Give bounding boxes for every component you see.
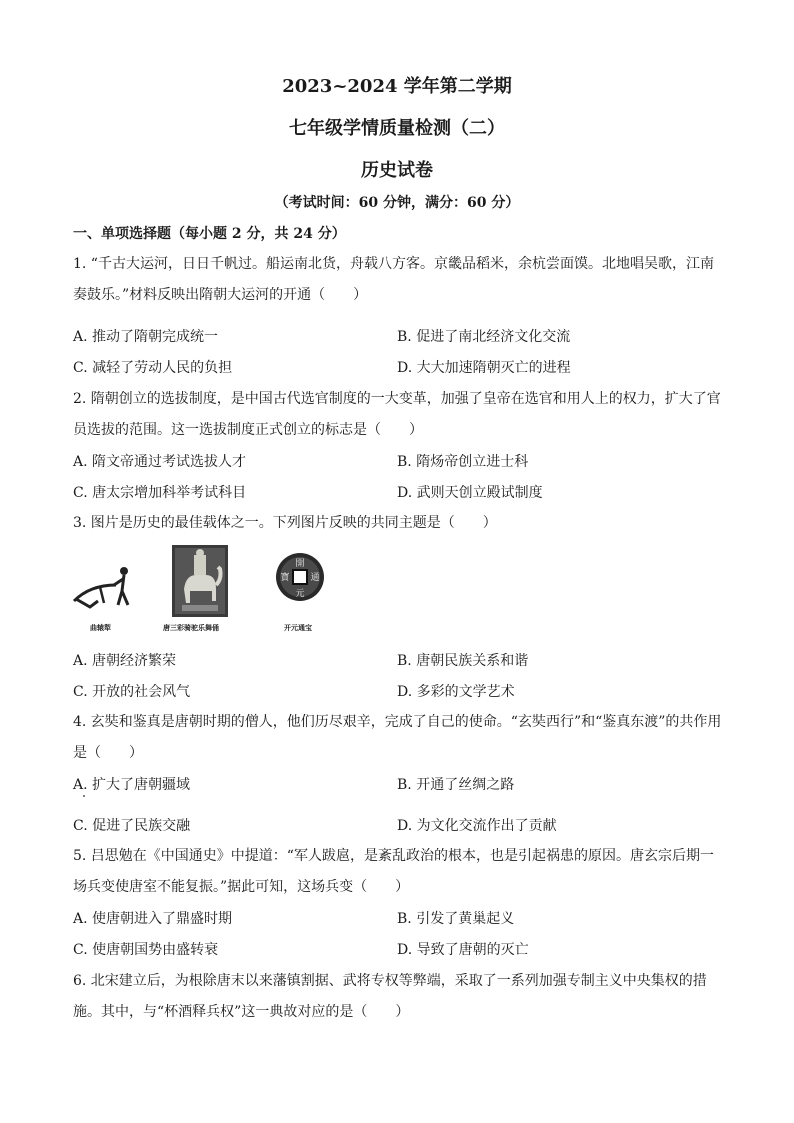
question-3-option-a: A. 唐朝经济繁荣	[73, 653, 177, 669]
question-1-option-b: B. 促进了南北经济文化交流	[397, 329, 571, 345]
term-title: 2023~2024 学年第二学期	[282, 76, 512, 97]
question-1-option-d: D. 大大加速隋朝灭亡的进程	[397, 360, 571, 376]
question-6-stem: 6. 北宋建立后，为根除唐末以来藩镇割据、武将专权等弊端，采取了一系列加强专制主义中央集权的措施。其中，与“杯酒释兵权”这一典故对应的是（ ）	[73, 973, 707, 1020]
question-3-option-c: C. 开放的社会风气	[73, 684, 191, 700]
coin-caption: 开元通宝	[284, 623, 312, 632]
question-1-option-c: C. 减轻了劳动人民的负担	[73, 360, 233, 376]
question-2-option-a: A. 隋文帝通过考试选拔人才	[73, 454, 247, 470]
coin-char-right: 通	[310, 573, 320, 583]
question-5-option-c: C. 使唐朝国势由盛转衰	[73, 942, 219, 958]
kaiyuan-coin-icon	[274, 551, 326, 603]
question-2-option-c: C. 唐太宗增加科举考试科目	[73, 485, 247, 501]
question-3-images	[70, 545, 330, 635]
question-4-option-c: C. 促进了民族交融	[73, 818, 191, 834]
scan-speck	[83, 795, 85, 797]
question-5-option-d: D. 导致了唐朝的灭亡	[397, 942, 529, 958]
question-1-stem: 1. “千古大运河，日日千帆过。船运南北货，舟载八方客。京畿品稻米，余杭尝面馍。北地唱吴歌，江南奏鼓乐。”材料反映出隋朝大运河的开通（ ）	[73, 256, 714, 303]
tri-color-camel-figurine-icon	[172, 545, 228, 617]
question-5-option-a: A. 使唐朝进入了鼎盛时期	[73, 911, 233, 927]
question-3-stem: 3. 图片是历史的最佳载体之一。下列图片反映的共同主题是（ ）	[73, 515, 497, 531]
question-2-option-d: D. 武则天创立殿试制度	[397, 485, 543, 501]
exam-info: （考试时间：60 分钟，满分：60 分）	[274, 195, 520, 211]
question-4-option-d: D. 为文化交流作出了贡献	[397, 818, 557, 834]
curved-plow-icon	[70, 555, 140, 615]
question-4-option-a: A. 扩大了唐朝疆域	[73, 777, 191, 793]
question-2-option-b: B. 隋炀帝创立进士科	[397, 454, 529, 470]
question-4-stem: 4. 玄奘和鉴真是唐朝时期的僧人，他们历尽艰辛，完成了自己的使命。“玄奘西行”和“鉴真东渡”的共作用是（ ）	[73, 714, 722, 761]
question-3-option-b: B. 唐朝民族关系和谐	[397, 653, 529, 669]
exam-title: 七年级学情质量检测（二）	[289, 118, 505, 139]
question-2-stem: 2. 隋朝创立的选拔制度，是中国古代选官制度的一大变革，加强了皇帝在选官和用人上的权力，扩大了官员选拔的范围。这一选拔制度正式创立的标志是（ ）	[73, 391, 721, 438]
coin-char-top: 開	[295, 559, 305, 569]
subject-title: 历史试卷	[361, 160, 433, 181]
coin-char-left: 寳	[280, 573, 290, 583]
question-4-option-b: B. 开通了丝绸之路	[397, 777, 515, 793]
question-5-stem: 5. 吕思勉在《中国通史》中提道：“军人跋扈，是紊乱政治的根本，也是引起祸患的原因。唐玄宗后期一场兵变使唐室不能复振。”据此可知，这场兵变（ ）	[73, 848, 714, 895]
section-heading: 一、单项选择题（每小题 2 分，共 24 分）	[73, 226, 346, 242]
question-5-option-b: B. 引发了黄巢起义	[397, 911, 515, 927]
coin-char-bottom: 元	[295, 589, 305, 599]
plow-caption: 曲辕犁	[90, 623, 111, 632]
camel-caption: 唐三彩骑驼乐舞俑	[163, 623, 219, 632]
question-3-option-d: D. 多彩的文学艺术	[397, 684, 515, 700]
question-1-option-a: A. 推动了隋朝完成统一	[73, 329, 219, 345]
